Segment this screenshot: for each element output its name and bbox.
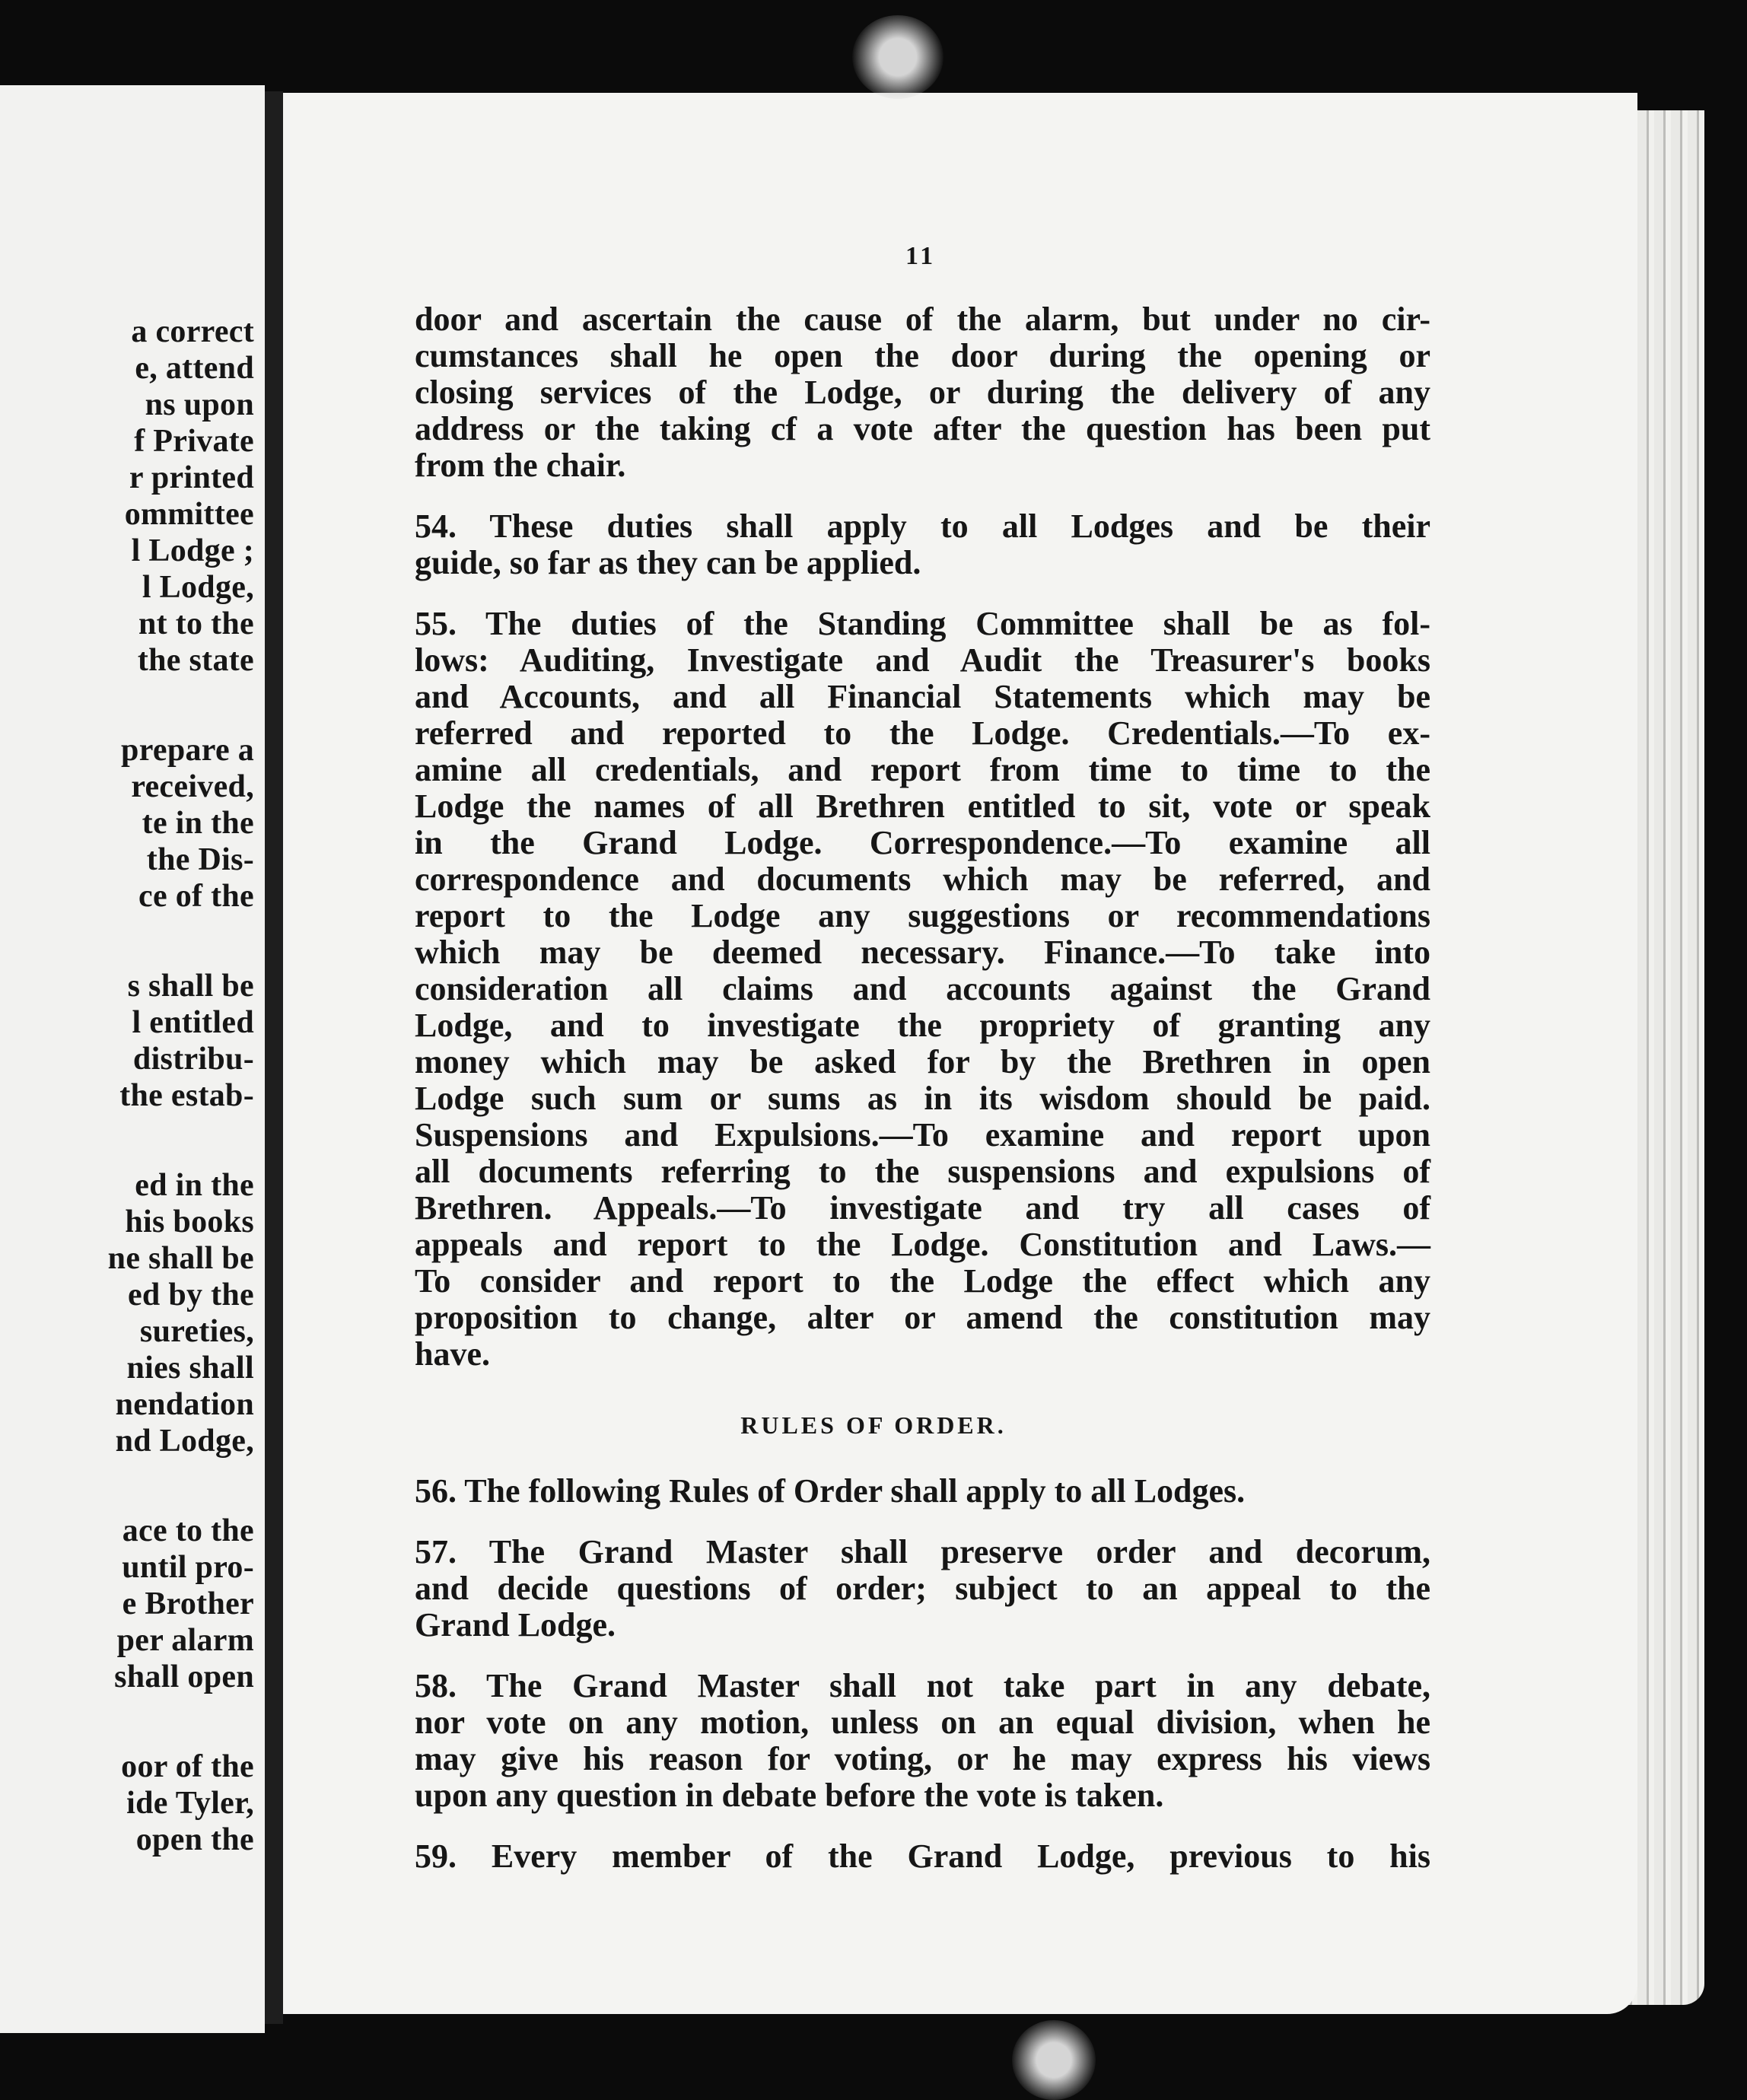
left-page-line: open the xyxy=(135,1822,254,1857)
body-line: consideration all claims and accounts against the Grand xyxy=(415,970,1430,1007)
body-line: referred and reported to the Lodge. Credentials.—To ex- xyxy=(415,714,1430,752)
left-page-line: received, xyxy=(131,769,254,804)
left-page-line: e, attend xyxy=(135,351,254,386)
body-line: upon any question in debate before the vote is taken. xyxy=(415,1777,1164,1814)
body-line: which may be deemed necessary. Finance.—To take into xyxy=(415,934,1430,971)
paper-damage-bottom xyxy=(1012,2020,1096,2100)
body-line: 55. The duties of the Standing Committee shall be as fol- xyxy=(415,605,1430,642)
left-page-line: f Private xyxy=(134,424,254,459)
left-page-line: ide Tyler, xyxy=(126,1786,254,1821)
paper-damage-top xyxy=(852,15,944,99)
body-line: door and ascertain the cause of the alarm, but under no cir- xyxy=(415,301,1430,338)
page-number: 11 xyxy=(905,242,937,270)
left-page-line: ce of the xyxy=(138,879,254,914)
left-facing-page xyxy=(0,85,265,2033)
left-page-line: nendation xyxy=(115,1387,254,1422)
left-page-line: sureties, xyxy=(139,1314,254,1349)
body-line: nor vote on any motion, unless on an equal division, when he xyxy=(415,1704,1430,1741)
body-line: To consider and report to the Lodge the effect which any xyxy=(415,1262,1430,1300)
body-line: amine all credentials, and report from time to time to the xyxy=(415,751,1430,788)
book-gutter xyxy=(265,91,283,2024)
body-line: may give his reason for voting, or he may express his views xyxy=(415,1740,1430,1777)
body-line: Lodge, and to investigate the propriety of granting any xyxy=(415,1007,1430,1044)
body-line: Suspensions and Expulsions.—To examine and report upon xyxy=(415,1116,1430,1153)
left-page-line: nt to the xyxy=(138,606,254,641)
left-page-line: prepare a xyxy=(121,733,254,768)
left-page-line: e Brother xyxy=(122,1586,254,1621)
body-line: address or the taking cf a vote after the question has been put xyxy=(415,410,1430,447)
body-line: report to the Lodge any suggestions or recommendations xyxy=(415,897,1430,934)
body-line: and Accounts, and all Financial Statements which may be xyxy=(415,678,1430,715)
body-line: lows: Auditing, Investigate and Audit the Treasurer's books xyxy=(415,641,1430,679)
left-page-line: until pro- xyxy=(122,1550,254,1585)
body-line: in the Grand Lodge. Correspondence.—To examine all xyxy=(415,824,1430,861)
left-page-line: ace to the xyxy=(122,1513,254,1548)
left-page-line: nies shall xyxy=(126,1351,254,1386)
body-line: have. xyxy=(415,1335,490,1373)
body-line: 59. Every member of the Grand Lodge, previous to his xyxy=(415,1838,1430,1875)
left-page-line: ommittee xyxy=(124,497,254,532)
body-line: Grand Lodge. xyxy=(415,1606,616,1643)
left-page-line: the Dis- xyxy=(146,842,254,877)
left-page-line: per alarm xyxy=(116,1623,254,1658)
left-page-line: l Lodge, xyxy=(142,570,254,605)
left-page-line: the estab- xyxy=(119,1078,254,1113)
left-page-line: ne shall be xyxy=(107,1241,254,1276)
left-page-line: l entitled xyxy=(132,1005,254,1040)
body-line: all documents referring to the suspensions and expulsions of xyxy=(415,1153,1430,1190)
body-line: 58. The Grand Master shall not take part in any debate, xyxy=(415,1667,1430,1704)
body-line: Lodge such sum or sums as in its wisdom should be paid. xyxy=(415,1080,1430,1117)
body-line: closing services of the Lodge, or during the delivery of any xyxy=(415,374,1430,411)
body-line: appeals and report to the Lodge. Constitution and Laws.— xyxy=(415,1226,1430,1263)
left-page-line: l Lodge ; xyxy=(131,533,254,568)
body-line: 56. The following Rules of Order shall apply to all Lodges. xyxy=(415,1472,1246,1510)
section-heading: RULES OF ORDER. xyxy=(740,1411,1007,1439)
left-page-line: ed by the xyxy=(127,1278,254,1312)
body-line: guide, so far as they can be applied. xyxy=(415,544,921,581)
left-page-line: the state xyxy=(137,643,254,678)
left-page-line: shall open xyxy=(114,1659,254,1694)
body-line: proposition to change, alter or amend the constitution may xyxy=(415,1299,1430,1336)
left-page-line: a correct xyxy=(131,314,254,349)
body-line: 54. These duties shall apply to all Lodges and be their xyxy=(415,508,1430,545)
left-page-line: ed in the xyxy=(135,1168,254,1203)
body-line: correspondence and documents which may be referred, and xyxy=(415,861,1430,898)
body-line: cumstances shall he open the door during the opening or xyxy=(415,337,1430,374)
body-line: 57. The Grand Master shall preserve order and decorum, xyxy=(415,1533,1430,1570)
body-line: from the chair. xyxy=(415,447,626,484)
left-page-line: s shall be xyxy=(127,969,254,1004)
left-page-line: nd Lodge, xyxy=(115,1424,254,1459)
body-line: Lodge the names of all Brethren entitled to sit, vote or speak xyxy=(415,788,1430,825)
left-page-line: distribu- xyxy=(132,1042,254,1077)
body-line: and decide questions of order; subject to an appeal to the xyxy=(415,1570,1430,1607)
body-line: Brethren. Appeals.—To investigate and try all cases of xyxy=(415,1189,1430,1227)
left-page-line: r printed xyxy=(129,460,254,495)
left-page-line: te in the xyxy=(142,806,254,841)
left-page-line: ns upon xyxy=(145,387,254,422)
left-page-line: oor of the xyxy=(121,1749,254,1784)
left-page-line: his books xyxy=(125,1204,254,1239)
body-line: money which may be asked for by the Brethren in open xyxy=(415,1043,1430,1080)
